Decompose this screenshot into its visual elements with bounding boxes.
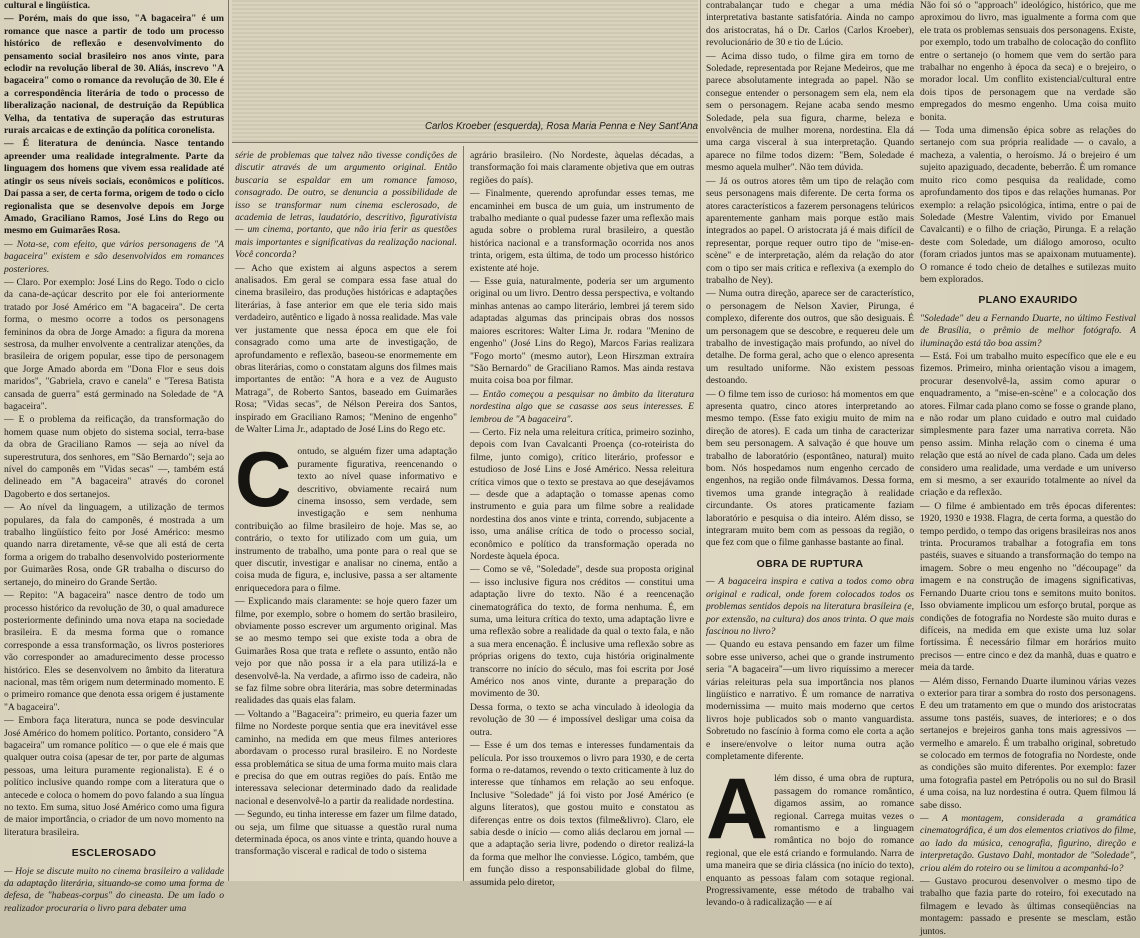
paragraph-text: — Esse guia, naturalmente, poderia ser um argumento original ou um livro. Dentro dessa perspectiva, e voltando minhas antenas ao campo literário, lembrei já terem sido adaptadas algumas das principais obras dos nossos maiores escritores: Walter Lima Jr. rodara "Menino de engenho" (José Lins do Rego), Marcos Farias realizara "Fogo morto" (mesmo autor), Leon Hirszman extraíra "São Bernardo" de Graciliano Ramos. Mas ainda restava muita coisa boa por filmar.	[470, 276, 694, 387]
article-paragraph	[235, 709, 457, 808]
paragraph-text: — Certo. Fiz nela uma releitura crítica, primeiro sozinho, depois com Ivan Cavalcanti Proença (co-roteirista do filme, junto comigo), crítico literário, professor e estudioso de José Lins e José Américo. Nessa releitura crítica vimos que o texto se prestava ao que desejávamos — desde que a adaptação o tomasse apenas como instrumento e guia para um filme sobre a realidade nordestina dos anos vinte e trinta, correndo, subjacente a isso, uma análise crítica de todo o processo social, econômico e político da transformação operada no Nordeste àquela época.	[470, 426, 694, 562]
article-paragraph	[470, 427, 694, 563]
article-paragraph	[706, 176, 914, 288]
paragraph-text: — Porém, mais do que isso, "A bagaceira" é um romance que nasce a partir de todo um processo histórico de reflexão e desenvolvimento do pensamento social brasileiro nos anos vinte, para eclodir na revolução liberal de 30. Aliás, inscrevo "A bagaceira" como o romance da revolução de 30. Ele é a correspondência literária de todo o processo de liberalização nacional, de destruição da República Velha, da tentativa de superação das estruturas rurais arcaicas e de extinção da política coronelista.	[4, 13, 224, 137]
article-paragraph	[706, 761, 914, 909]
article-paragraph	[920, 501, 1136, 675]
article-paragraph	[4, 0, 224, 12]
paragraph-text: — Claro. Por exemplo: José Lins do Rego. Todo o ciclo da cana-de-açúcar descrito por ele foi anteriormente tratado por José Américo em "A bagaceira". De certa forma, o mesmo ocorre a todos os personagens femininos da obra de Jorge Amado: a figura da morena sestrosa, da mulher envolvente a centralizar atenções, da brasileira de origem popular, esse tipo de personagem que Jorge Amado aborda em "Dona Flor e seus dois maridos", "Gabriela, cravo e canela" e "Teresa Batista cansada de guerra" está germinado na Soledade de "A bagaceira".	[4, 276, 224, 412]
paragraph-text: — E o problema da reificação, da transformação do homem quase num objeto do sistema social, terra-base da obra de Graciliano Ramos — seja ao nível da superestrutura, dos senhores, em "São Bernardo"; seja ao nível do camponês em "Vidas secas" —, também está delineado em "A bagaceira" através do coronel Dagoberto e dos sertanejos.	[4, 414, 224, 500]
article-column-1	[4, 0, 224, 914]
section-heading: OBRA DE RUPTURA	[756, 557, 864, 570]
article-paragraph	[470, 389, 694, 426]
article-paragraph	[920, 0, 1136, 124]
paragraph-text: cultural e lingüística.	[4, 0, 91, 11]
paragraph-text: — Numa outra direção, aparece ser de característico, o personagem de Nelson Xavier, Pirunga, é complexo, diferente dos outros, que são desiguais. É um personagem que se descobre, e requereu dele um trabalho de investigação mais profundo, ao nível do detalhe. De forma geral, acho que o elenco apresenta um resultado uniforme. Não existem pessoas destoando.	[706, 288, 914, 387]
paragraph-text: — Voltando a "Bagaceira": primeiro, eu queria fazer um filme no Nordeste porque sentia que era inevitável esse caminho, na medida em que meus filmes anteriores abordavam o processo rural brasileiro. E no Nordeste essa problemática se situa de uma forma muito mais clara e precisa do que em outras regiões do país. Então me interessava selecionar determinado dado da realidade nacional e desenvolvê-lo a partir da realidade nordestina.	[235, 708, 457, 807]
paragraph-text: — Gustavo procurou desenvolver o mesmo tipo de trabalho que fazia parte do roteiro, foi executado na filmagem e levado às últimas conseqüências na montagem: passado e presente se mesclam, estão juntos.	[920, 876, 1136, 937]
article-paragraph	[706, 639, 914, 763]
article-paragraph	[470, 702, 694, 739]
paragraph-text: ontudo, se alguém fizer uma adaptação puramente figurativa, reencenando o texto ao nível quase informativo e descritivo, obviamente recairá num cinema insosso, sem verdade, sem investigação e sem nenhuma contribuição ao filme brasileiro de hoje. Mas se, ao contrário, o texto for utilizado com um guia, um instrumento de trabalho, uma ponte para o real que se quer discutir, investigar e analisar no cinema, então a coisa muda de figura, e, inclusive, passa a ser altamente enriquecedora para o filme.	[235, 446, 457, 594]
article-paragraph	[4, 715, 224, 839]
paragraph-text: Não foi só o "approach" ideológico, histórico, que me aproximou do livro, mas igualmente a forma com que ele trata os problemas sensuais dos personagens. Existe, por exemplo, todo um trabalho de colocação do conflito entre o sertanejo (o homem que vem do sertão para trabalhar no engenho à época da seca) e o brejeiro, o morador local. Um conflito existencial/cultural entre dois tipos de personagem que na verdade são empregados do mesmo engenho. Uma coisa muito bonita.	[920, 0, 1136, 123]
article-paragraph	[4, 866, 224, 916]
article-paragraph	[920, 876, 1136, 938]
article-paragraph	[920, 351, 1136, 500]
article-paragraph	[4, 277, 224, 413]
article-paragraph	[706, 288, 914, 387]
paragraph-text: — Quando eu estava pensando em fazer um filme sobre esse universo, achei que o grande instrumento seria "A bagaceira"—um livro riquíssimo a merecer várias releituras pela sua importância nos planos lingüístico e narrativo. É um romance de narrativa modernissima — muito mais moderno que certos livros hoje publicados sob o manto vanguardista. Sobretudo no fascínio à forma como ele corta a ação e insere/envolve o leitor numa outra ação completamente diferente.	[706, 639, 914, 762]
article-paragraph	[920, 813, 1136, 875]
paragraph-text: série de problemas que talvez não tivesse condições de discutir através de um argumento original. Então buscaria se espaldar em um romance famoso, consagrado. De outro, se denuncia a possibilidade de isso se transformar num cinema esclerosado, de academia de letras, laudatório, descritivo, figurativista — um cinema, portanto, que não iria ferir as questões mais importantes e significativas da realização nacional. Você concorda?	[235, 150, 457, 261]
article-paragraph	[470, 276, 694, 388]
paragraph-text: — O filme tem isso de curioso: há momentos em que apresenta quatro, cinco atores interpretando ao mesmo tempo. (Esse fato exigiu muito de mim na direção de atores). E cada um tinha de caracterizar bem seu personagem. A salvação é que houve um trabalho de laboratório (espontâneo, natural) muito bom. Nós hospedamos num engenho cercado de engenhos, na região onde filmávamos. Dessa forma, tivemos uma grande integração à realidade circundante. Os atores praticamente faziam laboratório e pesquisa o dia inteiro. Além disso, se integraram muito bem com as pessoas da região, o que fez com que o filme ganhasse bastante ao final.	[706, 388, 914, 549]
article-column-3	[470, 150, 694, 888]
article-column-2	[235, 150, 457, 881]
drop-cap: C	[235, 435, 292, 524]
paragraph-text: "Soledade" deu a Fernando Duarte, no último Festival de Brasília, o prêmio de melhor fotógrafo. A iluminação está tão boa assim?	[920, 312, 1136, 349]
paragraph-text: — Acho que existem ai alguns aspectos a serem analisados. Em geral se compara essa fase atual do cinema brasileiro, das produções históricas e adaptações literárias, à fase anterior em que ele teria sido mais verdadeiro, autêntico e ligado à nossa realidade. Mas vale ver justamente que nessa época em que ele foi consagrado como uma arte de investigação, de aprofundamento e reflexão, baseou-se enormemente em obras literárias, como o constatam alguns dos filmes mais importantes de então: "A hora e a vez de Augusto Matraga", de Roberto Santos, baseado em Guimarães Rosa; "Vidas secas", de Nélson Pereira dos Santos, inspirado em Graciliano Ramos; "Menino de engenho" de Walter Lima Jr., adaptado de José Lins do Rego etc.	[235, 262, 457, 435]
paragraph-text: — Ao nível da linguagem, a utilização de termos populares, da fala do camponês, é mostrada a um trabalho lingüístico feito por José Américo: mesmo quando narra diretamente, vê-se que ali está de certa forma a origem do trabalho desenvolvido posteriormente por Guimarães Rosa, onde GR trabalha o discurso do sertanejo, do mineiro do Grande Sertão.	[4, 502, 224, 588]
paragraph-text: agrário brasileiro. (No Nordeste, àquelas décadas, a transformação foi mais claramente objetiva que em outras regiões do país).	[470, 150, 694, 186]
paragraph-text: — Acima disso tudo, o filme gira em torno de Soledade, representada por Rejane Medeiros, que me parece absolutamente integrada ao papel. Não se consegue entender o personagem sem ela, nem ela sem o personagem. Rejane acaba sendo mesmo Soledade, pela sua figura, charme, beleza e envolvência de mulher morena, nordestina. Ela dá uma carga visceral à sua interpretação. Quando aparece no filme todos dizem: "Bem, Soledade é mesmo aquela mulher". Não tem dúvida.	[706, 50, 914, 174]
paragraph-text: — Embora faça literatura, nunca se pode desvincular José Américo do homem político. Portanto, considero "A bagaceira" um romance político — o que ele é mais que qualquer outra coisa (apesar de ter, por parte de algumas pessoas, uma leitura puramente regionalista). E é o político inclusive quando rompe com a literatura que o antecede e coloca o homem do povo falando a sua língua no texto. Em suma, situo José Américo como uma figura de maior importância, o criador de um novo momento na literatura brasileira.	[4, 715, 224, 838]
article-paragraph	[235, 809, 457, 859]
article-paragraph	[920, 313, 1136, 350]
article-paragraph	[4, 138, 224, 237]
column-rule	[463, 146, 464, 881]
paragraph-text: — Finalmente, querendo aprofundar esses temas, me encaminhei em busca de um guia, um instrumento de trabalho mediante o qual pudesse fazer uma reflexão mais aguda sobre o problema rural brasileiro, a questão histórica nacional e a transformação ocorrida nos anos trinta, origem, esta última, de todo um processo histórico existente até hoje.	[470, 188, 694, 274]
article-paragraph	[4, 502, 224, 589]
photo-caption: Carlos Kroeber (esquerda), Rosa Maria Penna e Ney Sant'Ana	[424, 121, 698, 132]
paragraph-text: — Nota-se, com efeito, que vários personagens de "A bagaceira" existem e são desenvolvidos em romances posteriores.	[4, 238, 224, 275]
paragraph-text: — Já os outros atores têm um tipo de relação com seus personagens mais diferente. De certa forma os atores característicos a fazerem personagens telúricos aparentemente ganham mais porque estão mais integrados ao papel. O aristocrata já é mais difícil de representar, porque requer outro tipo de "mise-en-scène" e de interpretação, além da relação do ator com o tipo ser mais crítica e reflexiva (a exemplo do trabalho de Ney).	[706, 175, 914, 286]
paragraph-text: Dessa forma, o texto se acha vinculado à ideologia da revolução de 30 — é impossível desligar uma coisa da outra.	[470, 701, 694, 738]
article-paragraph	[920, 676, 1136, 812]
photo-rule	[232, 142, 698, 143]
article-paragraph	[235, 596, 457, 708]
article-paragraph	[706, 576, 914, 638]
paragraph-text: — Segundo, eu tinha interesse em fazer um filme datado, ou seja, um filme que situasse a questão rural numa determinada época, os anos vinte e trinta, quando houve a transformação visceral e radical de todo o sistema	[235, 809, 457, 858]
article-column-5	[920, 0, 1136, 937]
article-column-4	[706, 0, 914, 909]
article-paragraph	[706, 389, 914, 550]
paragraph-text: — Como se vê, "Soledade", desde sua proposta original — isso inclusive figura nos créditos — constitui uma adaptação livre do texto. Não é a reencenação cinematográfica do texto, de forma nenhuma. É, em suma, uma leitura crítica do texto, uma adaptação livre e uma reflexão sobre a realidade da qual o texto fala, e não a sua mera encenação. É inclusive uma reflexão sobre as próprias origens do texto, cuja história originalmente transcorre no início do século, mas foi escrita por José Américo nos anos vinte, durante a preparação do movimento de 30.	[470, 564, 694, 700]
paragraph-text: contrabalançar tudo e chegar a uma média interpretativa bastante satisfatória. Ainda no campo dos aristocratas, há o Dr. Carlos (Carlos Kroeber), revolucionário de 30 e tio de Lúcio.	[706, 0, 914, 49]
paragraph-text: — Explicando mais claramente: se hoje quero fazer um filme, por exemplo, sobre o homem do sertão brasileiro, obviamente posso escrever um argumento original. Mas se ao mesmo tempo sei que existe toda a obra de Guimarães Rosa que trata e reflete o assunto, então não vejo por que não possa ir a ela para utilizá-la e desenvolvê-la. Na verdade, a afirmo isso de cadeira, não se faz filme sobre obra literária, mas sobre determinadas realidades das quais elas falam.	[235, 596, 457, 707]
article-paragraph	[920, 125, 1136, 286]
paragraph-text: — Hoje se discute muito no cinema brasileiro a validade da adaptação literária, situando-se como uma forma de defesa, de "habeas-corpus" do cineasta. De um lado o realizador procuraria o livro para debater uma	[4, 865, 224, 914]
drop-cap: A	[706, 761, 769, 858]
column-rule	[228, 0, 229, 881]
article-paragraph	[4, 414, 224, 501]
article-paragraph	[4, 590, 224, 714]
paragraph-text: — Esse é um dos temas e interesses fundamentais da película. Por isso trouxemos o livro para 1930, e de certa forma o re-datamos, revendo o texto criticamente à luz do interesse que tínhamos em relação ao seu enfoque. Inclusive "Soledade" já foi visto por José Américo (e alguns literatos), que gostou muito e constatou as diferenças entre os dois textos (filme&livro). Claro, ele sabia desde o início — como aliás declarou em jornal — que a adaptação seria livre, podendo o diretor realizá-la da forma que melhor lhe conviesse. Lógico, também, que em função disso a responsabilidade global do filme, assumida pelo diretor,	[470, 740, 694, 888]
paragraph-text: lém disso, é uma obra de ruptura, passagem do romance romântico, digamos assim, ao romance regional. Carrega muitas vezes o romantismo e a linguagem romântica no bojo do romance regional, que ele está criando e formulando. Narra de uma maneira que se diria clássica (no início do texto), enquanto as pessoas falam com sotaque regional. Progressivamente, esse método de trabalho vai levando-o à radicalização — e aí	[706, 773, 914, 909]
article-paragraph	[235, 435, 457, 595]
article-paragraph	[4, 13, 224, 137]
article-paragraph	[470, 188, 694, 275]
paragraph-text: — É literatura de denúncia. Nasce tentando apreender uma realidade integralmente. Parte da linguagem dos homens que vivem essa realidade até atingir os seus níveis sociais, econômicos e políticos. Daí passa a ser, de certa forma, origem de todo o ciclo regionalista que se desenvolve depois em Jorge Amado, Graciliano Ramos, José Lins do Rego ou mesmo em Guimarães Rosa.	[4, 138, 224, 237]
section-heading: PLANO EXAURIDO	[978, 294, 1078, 307]
paragraph-text: — Então começou a pesquisar no âmbito da literatura nordestina algo que se casasse aos seus interesses. E lembrou de "A bagaceira".	[470, 388, 694, 425]
column-rule	[700, 0, 701, 881]
paragraph-text: — Além disso, Fernando Duarte iluminou várias vezes o exterior para tirar a sombra do rosto dos personagens. E deu um tratamento em que o mundo dos aristocratas assume tons pastéis, suaves, de interiores; e o dos sertanejos e brejeiros ganha tons mais agressivos — vermelho e amarelo. É um trabalho original, sobretudo se colocado em termos de fotografia no Nordeste, onde as condições são muito diferentes. Por exemplo: fazer uma fotografia pastel em Petrópolis ou no sul do Brasil é uma coisa, na luz nordestina é outra. Quem filmou lá sabe disso.	[920, 675, 1136, 811]
article-paragraph	[470, 150, 694, 187]
article-paragraph	[706, 0, 914, 50]
paragraph-text: — O filme é ambientado em três épocas diferentes: 1920, 1930 e 1938. Flagra, de certa forma, a questão do tempo perdido, o tempo das origens brasileiras nos anos trinta. Procuramos trabalhar a fotografia em tons pastéis, suaves e situando a transformação do tempo na imagem. Sobre o meu engenho no "découpage" da imagem e na construção de imagens significativas, Fernando Duarte criou tons e semitons muito bonitos. Isso obviamente implicou um esforço brutal, porque as condições de fotografia no Nordeste são muito duras e difíceis, na medida em que existe uma luz solar fortíssima. É necessário filmar em horários muito precisos — entre cinco e dez da manhã, duas e quatro e meia da tarde.	[920, 500, 1136, 674]
paragraph-text: — A bagaceira inspira e cativa a todos como obra original e radical, onde forem colocados todos os problemas sentidos depois na literatura brasileira (e, por extensão, na cultura) dos anos trinta. O que mais fascinou no livro?	[706, 576, 914, 637]
article-paragraph	[235, 150, 457, 262]
article-paragraph	[706, 51, 914, 175]
article-paragraph	[470, 564, 694, 700]
article-paragraph	[470, 740, 694, 889]
paragraph-text: — Está. Foi um trabalho muito específico que ele e eu fizemos. Primeiro, minha orientação visou a imagem, procurar desenvolvê-la, assim como apurar o enquadramento, a "mise-en-scène" e a colocação dos atores. Filmar cada plano como se fosse o grande plano, e não rodar um plano cuidado e outro mal cuidado simplesmente para fazer uma narrativa correta. Não penso assim. Minha relação com o cinema é uma relação que está ao nível de cada plano. Cada um deles considero uma realidade, uma verdade e um universo em si mesmo, a ser exaurido totalmente ao nível da criação e da reflexão.	[920, 350, 1136, 499]
article-paragraph	[4, 239, 224, 276]
paragraph-text: — A montagem, considerada a gramática cinematográfica, é um dos elementos criativos do filme, ao lado da música, cenografia, figurino, direção e interpretação. Gustavo Dahl, montador de "Soledade", criou além do roteiro ou se limitou a acompanhá-lo?	[920, 813, 1136, 874]
section-heading: ESCLEROSADO	[71, 847, 157, 860]
article-paragraph	[235, 263, 457, 437]
paragraph-text: — Repito: "A bagaceira" nasce dentro de todo um processo histórico da revolução de 30, o qual amadurece posteriormente definindo uma nova etapa na sociedade brasileira. E da mesma forma que o romance corresponde a essa transformação, os livros posteriores vão corresponder ao amadurecimento desse processo histórico. Eles se desenvolvem no âmbito da literatura nacional, mas têm origem num determinado momento. E o primeiro romance que denota essa origem é justamente "A bagaceira".	[4, 590, 224, 713]
paragraph-text: — Toda uma dimensão épica sobre as relações do sertanejo com sua própria realidade — o cavalo, a macheza, a valentia, o heroísmo. Já o brejeiro é um sujeito apaziguado, decadente, beberrão. É um romance muito rico como pesquisa da realidade, como aprofundamento dos tipos e das relações humanas. Por exemplo: a relação psicológica, íntima, entre o pai de Soledade (Mestre Valentim, vivido por Emanuel Cavalcanti) e o filho de criação, Pirunga. E a relação deste com Soledade, um diálogo amoroso, oculto (foram criados juntos mas se apaixonam mutuamente). O romance é todo cheio de detalhes e sutilezas muito bem explorados.	[920, 125, 1136, 285]
